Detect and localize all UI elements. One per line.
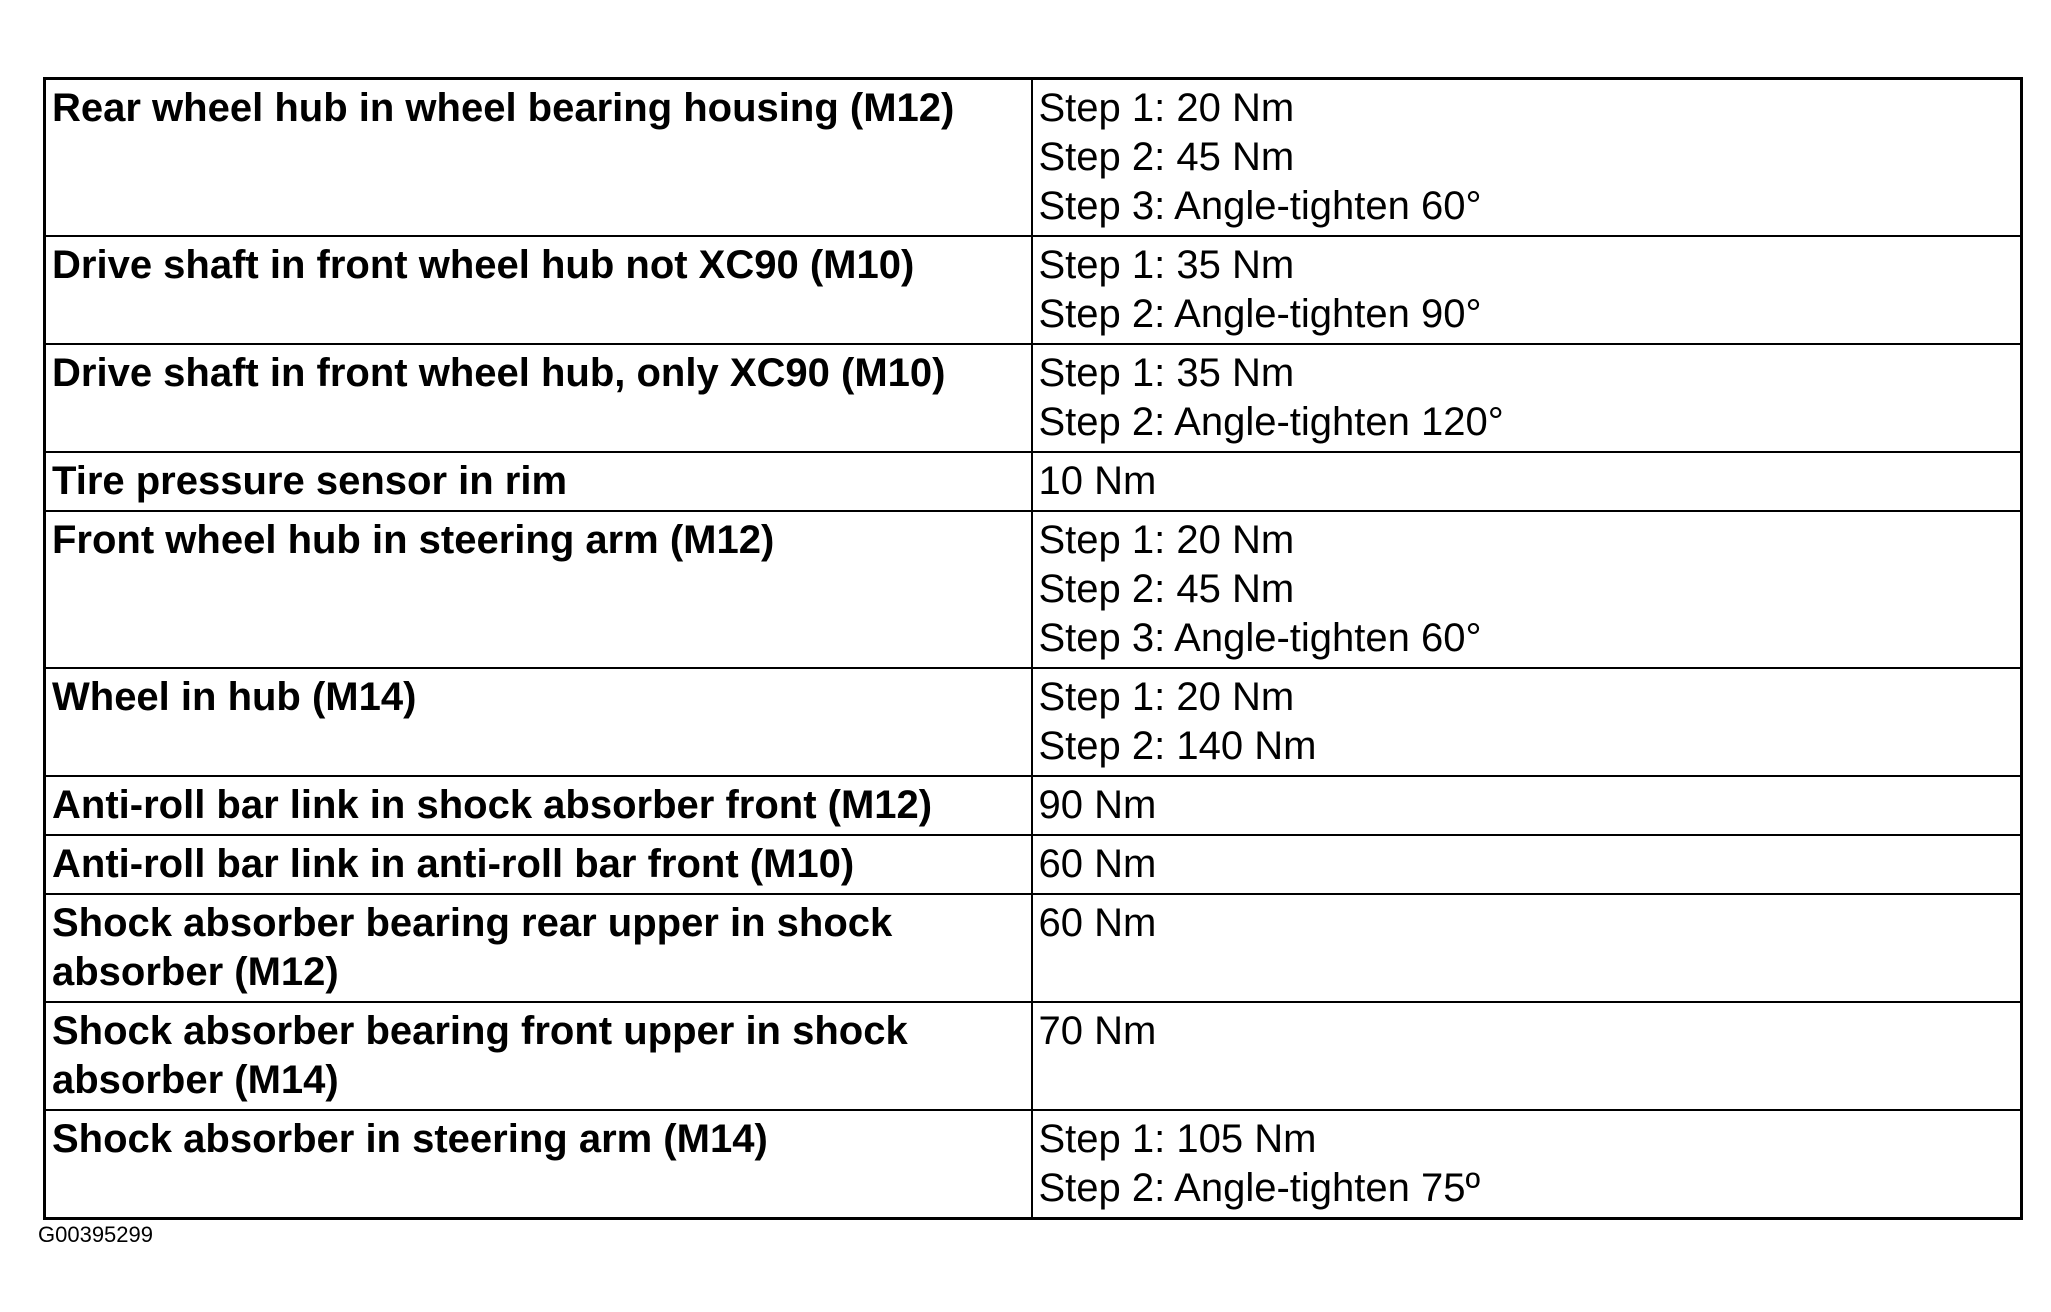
spec-line: Step 3: Angle-tighten 60° — [1038, 616, 1482, 660]
spec-line: Step 2: 45 Nm — [1038, 567, 1295, 611]
component-cell: Rear wheel hub in wheel bearing housing (M12) — [45, 79, 1032, 237]
spec-line: Step 2: Angle-tighten 90° — [1038, 292, 1482, 336]
spec-line: Step 1: 20 Nm — [1038, 86, 1295, 130]
spec-line: Step 1: 105 Nm — [1038, 1117, 1317, 1161]
component-cell: Front wheel hub in steering arm (M12) — [45, 511, 1032, 668]
spec-line: Step 1: 20 Nm — [1038, 675, 1295, 719]
table-row — [45, 1110, 2022, 1219]
table-row — [45, 668, 2022, 776]
component-cell: Drive shaft in front wheel hub, only XC90 (M10) — [45, 344, 1032, 452]
torque-spec-cell — [1032, 776, 2022, 835]
figure-id-label: G00395299 — [38, 1222, 153, 1247]
table-row — [45, 511, 2022, 668]
table-row — [45, 776, 2022, 835]
spec-line: Step 1: 20 Nm — [1038, 518, 1295, 562]
component-cell: Shock absorber bearing rear upper in shock absorber (M12) — [45, 894, 1032, 1002]
spec-line: 60 Nm — [1038, 901, 1157, 945]
torque-spec-cell — [1032, 835, 2022, 894]
spec-line: 90 Nm — [1038, 783, 1157, 827]
torque-spec-cell — [1032, 452, 2022, 511]
table-row — [45, 79, 2022, 237]
spec-line: Step 2: Angle-tighten 75º — [1038, 1166, 1481, 1210]
spec-line: 60 Nm — [1038, 842, 1157, 886]
torque-spec-cell — [1032, 79, 2022, 237]
table-row — [45, 452, 2022, 511]
spec-line: 10 Nm — [1038, 459, 1157, 503]
torque-spec-cell — [1032, 236, 2022, 344]
component-cell: Anti-roll bar link in anti-roll bar front (M10) — [45, 835, 1032, 894]
component-cell: Drive shaft in front wheel hub not XC90 (M10) — [45, 236, 1032, 344]
component-cell: Anti-roll bar link in shock absorber front (M12) — [45, 776, 1032, 835]
table-row — [45, 344, 2022, 452]
spec-line: Step 3: Angle-tighten 60° — [1038, 184, 1482, 228]
component-cell: Shock absorber in steering arm (M14) — [45, 1110, 1032, 1219]
torque-spec-cell — [1032, 344, 2022, 452]
spec-line: 70 Nm — [1038, 1009, 1157, 1053]
component-cell: Tire pressure sensor in rim — [45, 452, 1032, 511]
spec-line: Step 1: 35 Nm — [1038, 351, 1295, 395]
component-cell: Wheel in hub (M14) — [45, 668, 1032, 776]
torque-spec-cell — [1032, 668, 2022, 776]
spec-line: Step 2: 45 Nm — [1038, 135, 1295, 179]
table-row — [45, 1002, 2022, 1110]
torque-spec-cell — [1032, 511, 2022, 668]
torque-spec-cell — [1032, 894, 2022, 1002]
spec-line: Step 2: Angle-tighten 120° — [1038, 400, 1504, 444]
table-row — [45, 835, 2022, 894]
torque-spec-table — [43, 77, 2023, 1220]
component-cell: Shock absorber bearing front upper in shock absorber (M14) — [45, 1002, 1032, 1110]
spec-line: Step 1: 35 Nm — [1038, 243, 1295, 287]
table-row — [45, 236, 2022, 344]
torque-spec-cell — [1032, 1002, 2022, 1110]
table-row — [45, 894, 2022, 1002]
torque-spec-cell — [1032, 1110, 2022, 1219]
spec-line: Step 2: 140 Nm — [1038, 724, 1317, 768]
